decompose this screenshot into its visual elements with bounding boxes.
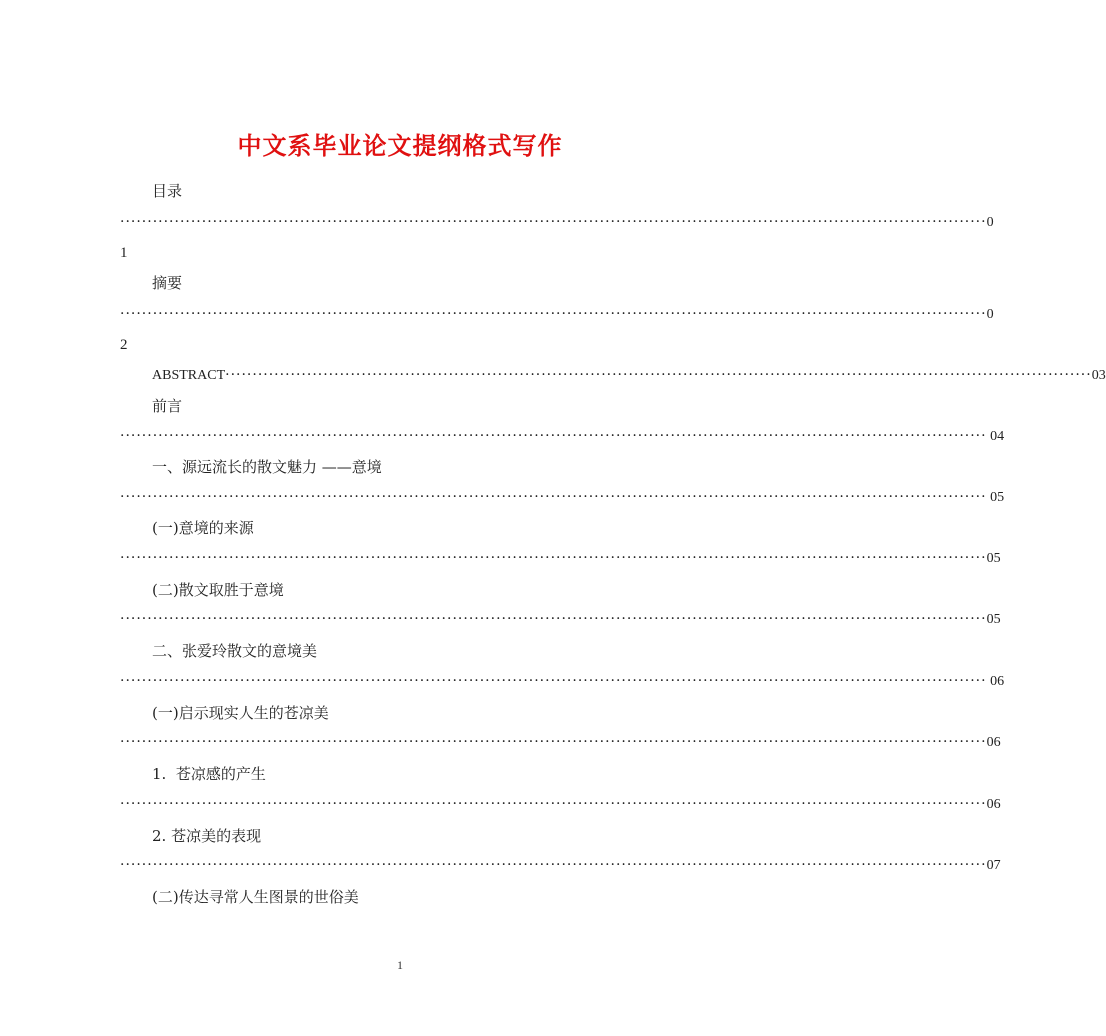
page-title: 中文系毕业论文提纲格式写作 [237, 131, 563, 161]
toc-leader-line [120, 305, 994, 324]
toc-leader-dots: ······························································································································································· [120, 306, 987, 322]
toc-leader-dots: ······························································································································································· [120, 550, 987, 566]
toc-page-ref: 07 [986, 858, 1001, 873]
toc-page-ref: 05 [986, 612, 1001, 627]
toc-entry-inline [152, 365, 1106, 386]
toc-entry-label: 二、张爱玲散文的意境美 [152, 642, 318, 660]
toc-page-ref: 04 [986, 429, 1005, 444]
toc-leader-line [120, 733, 1001, 752]
toc-leader-line [120, 856, 1001, 875]
toc-entry-label: 摘要 [152, 274, 183, 292]
toc-leader-line [120, 488, 1005, 507]
toc-page-ref-wrap: 2 [120, 337, 128, 353]
toc-page-ref: 0 [986, 215, 994, 230]
toc-entry-label: 目录 [152, 182, 183, 200]
toc-entry-label: 前言 [152, 397, 183, 415]
toc-page-ref-wrap: 1 [120, 245, 128, 261]
toc-entry-label: (一)启示现实人生的苍凉美 [152, 704, 329, 722]
toc-leader-line [120, 795, 1001, 814]
page-number: 1 [397, 958, 403, 972]
toc-entry-label: ABSTRACT [152, 368, 226, 383]
toc-leader-line [120, 549, 1001, 568]
toc-leader-dots: ······························································································································································· [120, 796, 987, 812]
toc-entry-label: (一)意境的来源 [152, 519, 254, 537]
toc-leader-dots: ······························································································································································· [120, 428, 987, 444]
toc-leader-line [120, 427, 1005, 446]
toc-page-ref: 05 [986, 551, 1001, 566]
toc-leader-line [120, 213, 994, 232]
toc-leader-line [120, 672, 1005, 691]
toc-entry-label: 1. 苍凉感的产生 [152, 765, 266, 783]
toc-entry-label: (二)散文取胜于意境 [152, 581, 284, 599]
toc-page-ref: 0 [986, 307, 994, 322]
toc-page-ref: 06 [986, 674, 1005, 689]
toc-leader-dots: ······························································································································································· [120, 611, 987, 627]
toc-page-ref: 06 [986, 735, 1001, 750]
toc-leader-dots: ······························································································································································· [120, 489, 987, 505]
toc-page-ref: 06 [986, 797, 1001, 812]
toc-leader-dots: ······························································································································································· [120, 734, 987, 750]
toc-leader-dots: ······························································································································································· [120, 673, 987, 689]
toc-leader-dots: ······························································································································································· [225, 367, 1092, 383]
toc-entry-label: 2. 苍凉美的表现 [152, 827, 262, 845]
toc-leader-dots: ······························································································································································· [120, 857, 987, 873]
toc-entry-label: 一、源远流长的散文魅力 ——意境 [152, 458, 382, 476]
toc-leader-line [120, 610, 1001, 629]
toc-entry-label: (二)传达寻常人生图景的世俗美 [152, 888, 359, 906]
toc-page-ref: 05 [986, 490, 1005, 505]
toc-leader-dots: ······························································································································································· [120, 214, 987, 230]
toc-page-ref: 03 [1091, 368, 1106, 383]
